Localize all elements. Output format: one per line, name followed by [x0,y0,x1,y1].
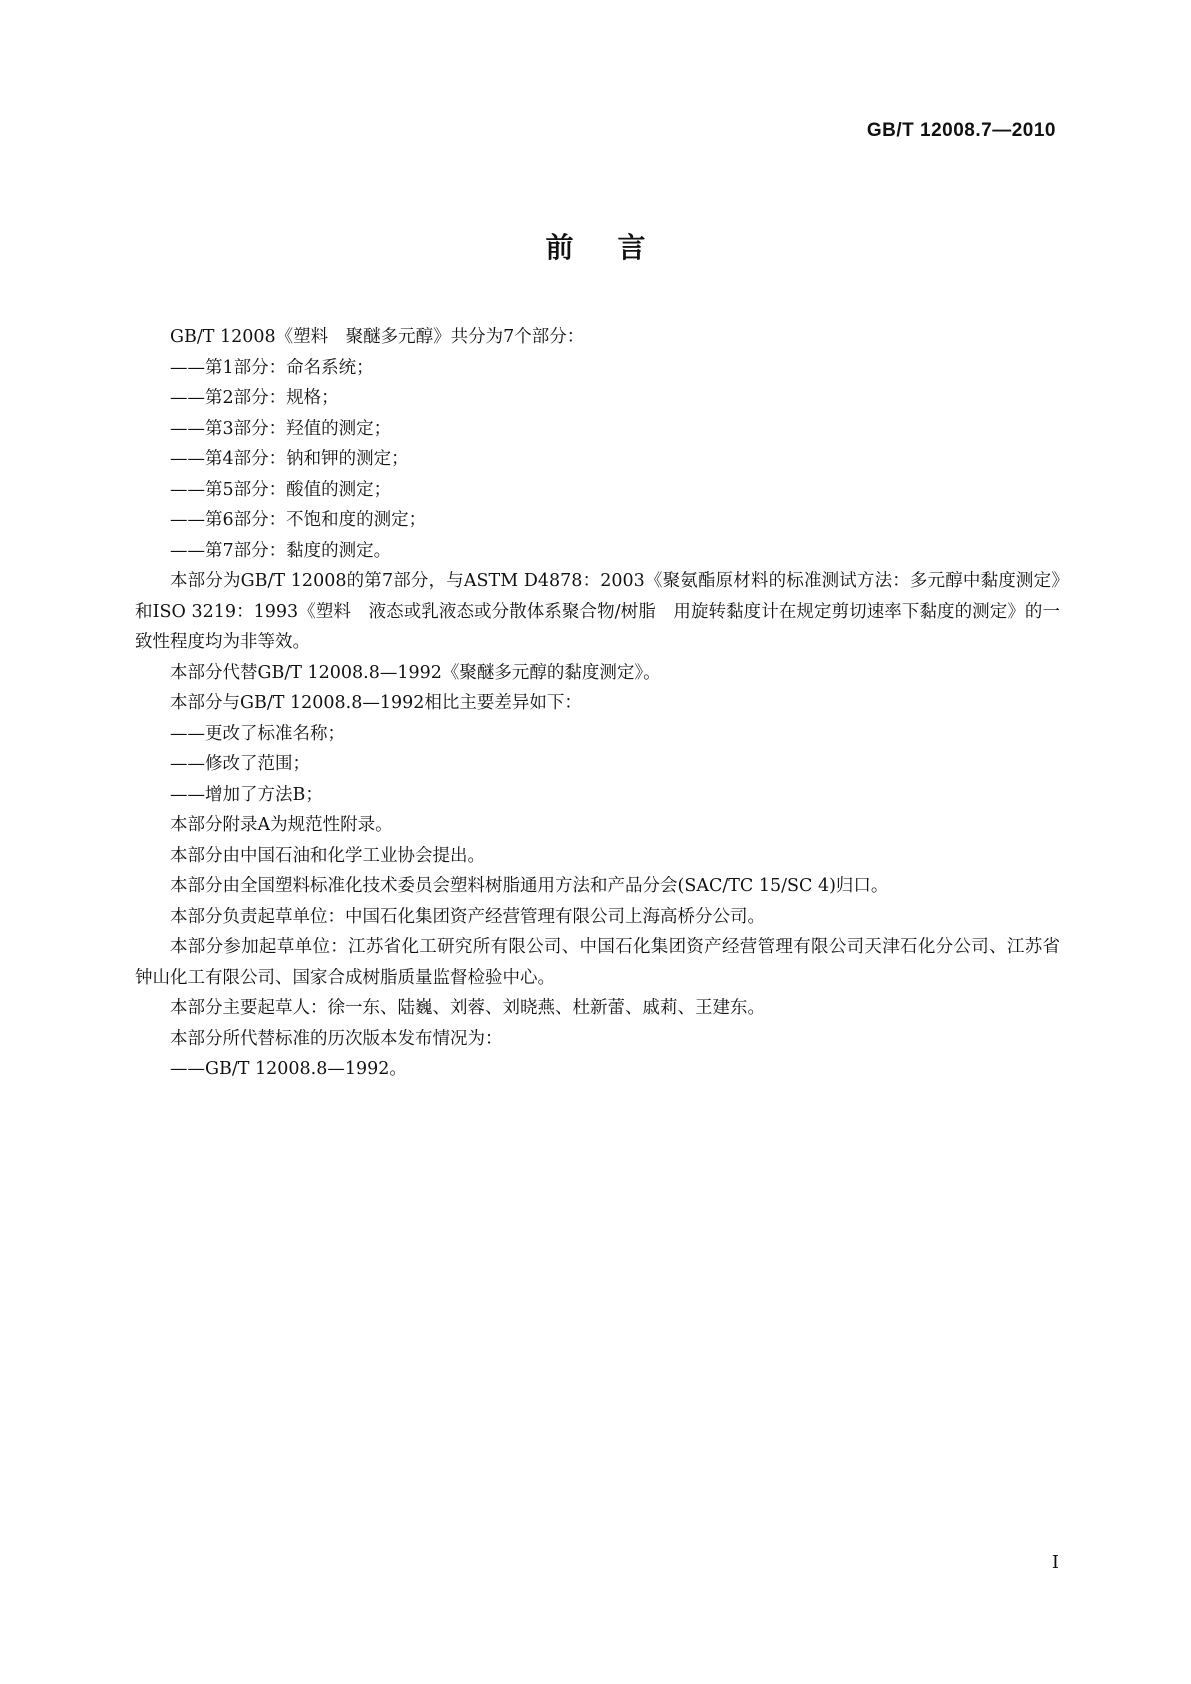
list-item: ——更改了标准名称； [170,723,345,744]
list-item: ——GB/T 12008.8—1992。 [170,1059,407,1079]
paragraph: 本部分由中国石油和化学工业协会提出。 [170,845,485,866]
list-item: ——第2部分：规格； [170,388,339,408]
list-item: ——第3部分：羟值的测定； [170,418,392,439]
list-item: ——第5部分：酸值的测定； [170,479,392,500]
list-item: ——增加了方法B； [170,784,323,805]
paragraph: 本部分与GB/T 12008.8—1992相比主要差异如下： [170,693,582,713]
paragraph: 本部分由全国塑料标准化技术委员会塑料树脂通用方法和产品分会(SAC/TC 15/SC 4)归口。 [170,876,889,896]
paragraph: 本部分所代替标准的历次版本发布情况为： [170,1028,503,1049]
list-item: ——第4部分：钠和钾的测定； [170,449,409,469]
paragraph: 本部分附录A为规范性附录。 [170,815,393,835]
list-item: ——修改了范围； [170,754,310,774]
list-item: ——第6部分：不饱和度的测定； [170,510,427,530]
foreword-body [135,322,1060,1085]
paragraph: 本部分为GB/T 12008的第7部分，与ASTM D4878：2003《聚氨酯原材料的标准测试方法：多元醇中黏度测定》和ISO 3219：1993《塑料 液态或乳液态或分散体系聚合物/树脂 用旋转黏度计在规定剪切速率下黏度的测定》的一致性程度均为非等效。 [135,571,1060,652]
page-number: I [1051,1552,1059,1573]
paragraph: 本部分主要起草人：徐一东、陆巍、刘蓉、刘晓燕、杜新蕾、戚莉、王建东。 [170,998,765,1018]
list-item: ——第7部分：黏度的测定。 [170,540,392,561]
list-item: ——第1部分：命名系统； [170,357,374,378]
page-title: 前言 [545,231,690,264]
paragraph: GB/T 12008《塑料 聚醚多元醇》共分为7个部分： [170,327,585,347]
standard-number: GB/T 12008.7—2010 [866,120,1056,141]
paragraph: 本部分代替GB/T 12008.8—1992《聚醚多元醇的黏度测定》。 [170,662,661,683]
paragraph: 本部分参加起草单位：江苏省化工研究所有限公司、中国石化集团资产经营管理有限公司天津石化分公司、江苏省钟山化工有限公司、国家合成树脂质量监督检验中心。 [135,937,1060,988]
paragraph: 本部分负责起草单位：中国石化集团资产经营管理有限公司上海高桥分公司。 [170,906,765,927]
